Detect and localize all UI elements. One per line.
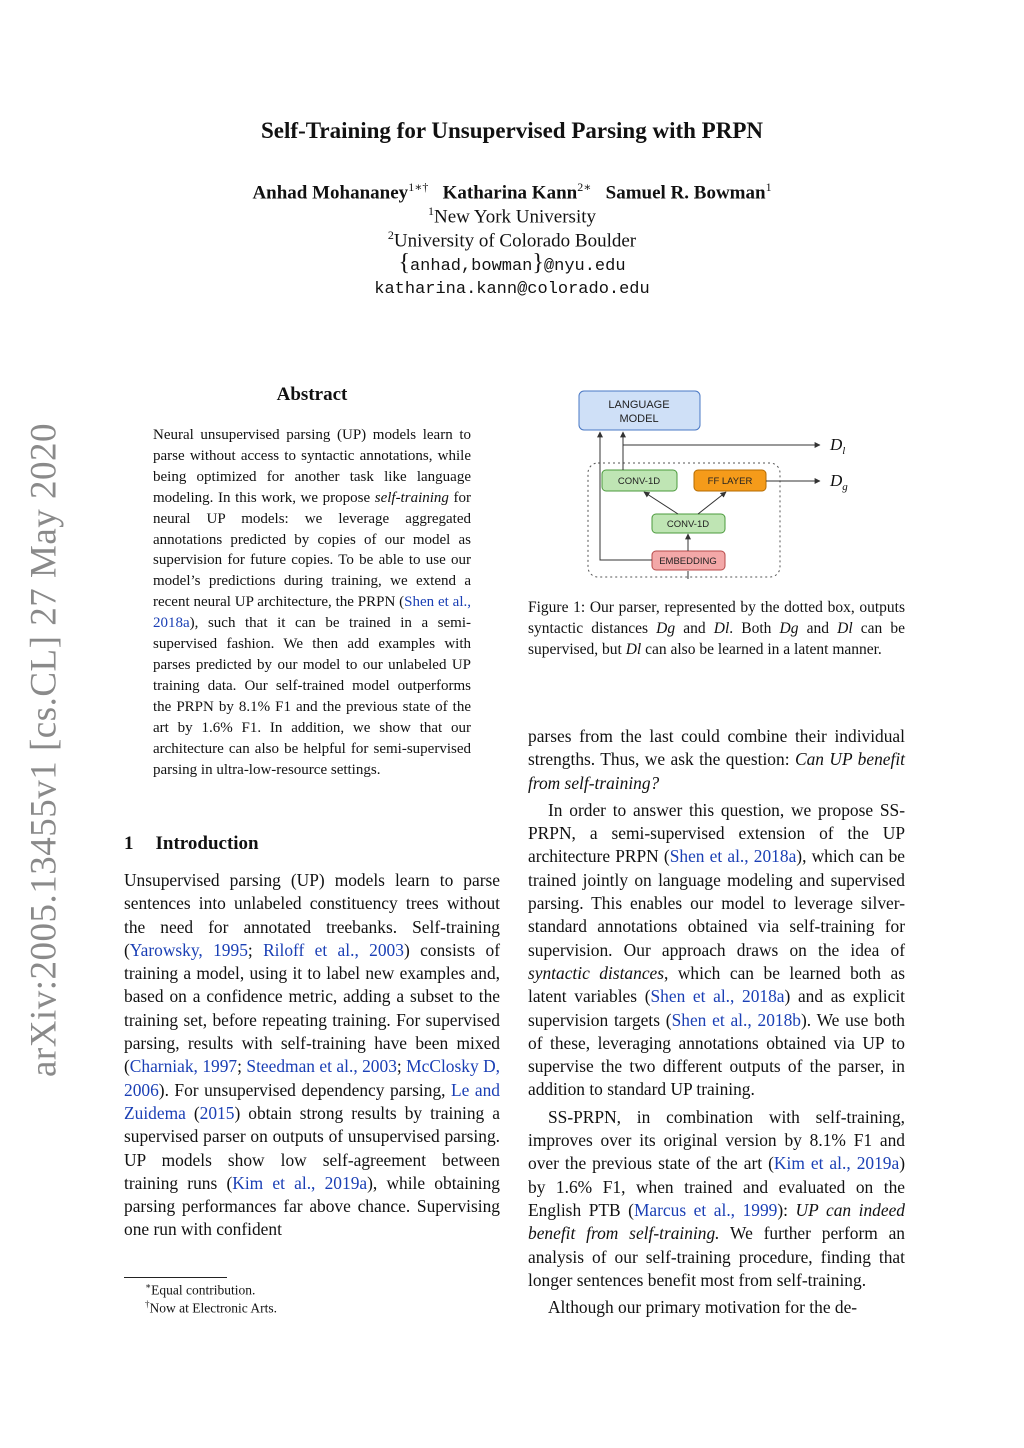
- emphasis: Can UP benefit from self-training?: [528, 749, 905, 793]
- affiliation-marker: 2: [387, 228, 394, 242]
- citation-link[interactable]: Le and Zuidema: [124, 1079, 500, 1123]
- author-name: Katharina Kann: [442, 182, 578, 204]
- brace: }: [532, 250, 544, 276]
- affiliation-marker: 1: [427, 204, 434, 218]
- citation-link[interactable]: Steedman et al., 2003: [246, 1056, 397, 1077]
- body-text: SS-PRPN, in combination with self-training, improves over its original version by 8.1% F1 and over the previous state of the art (: [528, 1106, 905, 1174]
- caption-text: can also be learned in a latent manner.: [641, 640, 882, 658]
- citation-link[interactable]: Yarowsky, 1995: [129, 939, 248, 960]
- footnote-marker: ∗: [145, 1281, 152, 1291]
- math: Dl: [713, 619, 730, 637]
- dg-label: $D_g$: [830, 471, 848, 493]
- caption-text: and: [798, 619, 838, 637]
- body-text: parses from the last could combine their individual strengths. Thus, we ask the question:: [528, 726, 905, 770]
- math: Dg: [779, 619, 799, 637]
- affiliation-nyu: [0, 204, 1024, 228]
- citation-link[interactable]: Kim et al., 2019a: [232, 1172, 368, 1193]
- paragraph: [528, 1296, 905, 1319]
- caption-text: can be supervised, but: [528, 619, 906, 658]
- affiliation-name: New York University: [433, 206, 597, 228]
- footnote-text: Now at Electronic Arts.: [149, 1300, 277, 1316]
- abstract-text: ), such that it can be trained in a semi-supervised fashion. We then add examples with parses predicted by our model to our unlabeled UP training data. Our self-trained model outperforms the PRPN by 8.1% F1 and the previous state of the art by 1.6% F1. In addition, we show that our architecture can also be helpful for semi-supervised parsing in ultra-low-resource settings.: [153, 615, 471, 778]
- body-text: We further perform an analysis of our self-training procedure, finding that longer sentences benefit most from self-training.: [528, 1223, 906, 1290]
- caption-text: . Both: [729, 619, 780, 637]
- abstract-emphasis: self-training: [374, 489, 449, 506]
- footnote-ea: [145, 1299, 277, 1317]
- body-text: ), which can be trained jointly on language modeling and supervised parsing. This enables our model to leverage silver-standard annotations obtained via self-training for supervision. Our approach draws on the idea of: [528, 846, 905, 960]
- language-model-label-2: MODEL: [619, 413, 659, 425]
- arrow: [600, 432, 652, 560]
- footnote-equal: [145, 1281, 255, 1299]
- citation-link[interactable]: Shen et al., 2018b: [671, 1009, 801, 1030]
- math: Dg: [656, 619, 676, 637]
- abstract-heading: Abstract: [276, 384, 348, 405]
- emphasis: UP can indeed benefit from self-training.: [528, 1199, 905, 1244]
- ff-layer-label: FF LAYER: [707, 476, 753, 487]
- paragraph: [528, 799, 905, 1102]
- citation-link[interactable]: Kim et al., 2019a: [773, 1153, 900, 1174]
- section-title: Introduction: [155, 833, 259, 854]
- footnote-rule: [124, 1277, 227, 1278]
- figure-diagram: [528, 386, 905, 586]
- affiliation-colorado: [0, 228, 1024, 252]
- brace: {: [398, 250, 410, 276]
- footnote-marker: †: [145, 1299, 150, 1309]
- author-marker: 2∗: [577, 180, 592, 194]
- figure-caption: [528, 598, 905, 660]
- caption-text: and: [675, 619, 714, 637]
- author-marker: 1: [765, 180, 772, 194]
- paper-title: Self-Training for Unsupervised Parsing with PRPN: [261, 118, 763, 143]
- body-text: Unsupervised parsing (UP) models learn to parse sentences into unlabeled constituency trees without the need for annotated treebanks. Self-training (: [124, 870, 500, 960]
- arxiv-stamp-text: arXiv:2005.13455v1 [cs.CL] 27 May 2020: [23, 422, 65, 1078]
- body-text: ) and as explicit supervision targets (: [528, 986, 905, 1030]
- citation-link[interactable]: Marcus et al., 1999: [633, 1199, 778, 1220]
- email-line-nyu: [0, 250, 1024, 277]
- citation-link[interactable]: Shen et al., 2018a: [153, 594, 471, 632]
- body-text: ) obtain strong results by training a supervised parser on outputs of unsupervised parsing. UP models show low self-agreement between training runs (: [124, 1102, 501, 1193]
- body-text: ) by 1.6% F1, when trained and evaluated on the English PTB (: [528, 1153, 905, 1220]
- conv1d-mid-label: CONV-1D: [666, 519, 710, 530]
- body-text: ;: [247, 939, 264, 960]
- intro-paragraph: [124, 869, 500, 1242]
- citation-link[interactable]: Shen et al., 2018a: [650, 986, 785, 1007]
- abstract-text: Neural unsupervised parsing (UP) models learn to parse without access to syntactic annotations, while being optimized for another task like language modeling. In this work, we propose: [153, 427, 471, 506]
- affiliation-name: University of Colorado Boulder: [393, 230, 637, 252]
- language-model-label-1: LANGUAGE: [608, 399, 670, 411]
- abstract-text: for neural UP models: we leverage aggregated annotations predicted by copies of our model as supervision for future copies. To be able to use our model’s predictions during training, we extend a recent neural UP architecture, the PRPN (: [153, 489, 471, 611]
- math: Dl: [625, 640, 642, 658]
- body-text: ), while obtaining parsing performances far above chance. Supervising one run with confident: [124, 1172, 500, 1240]
- abstract-body: [153, 425, 471, 780]
- section-heading: [124, 833, 259, 855]
- author-name: Anhad Mohananey: [252, 182, 409, 204]
- body-text: , which can be learned both as latent variables (: [528, 962, 905, 1007]
- math: Dl: [837, 619, 853, 637]
- body-text: ). We use both of these, leveraging annotations obtained via UP to supervise the two different outputs of the parser, in addition to standard UP training.: [528, 1009, 905, 1100]
- emphasis: syntactic distances: [528, 962, 665, 983]
- footnote-text: Equal contribution.: [151, 1282, 256, 1298]
- arrow: [644, 492, 678, 514]
- author-list: [0, 180, 1024, 204]
- body-text: ;: [237, 1056, 247, 1077]
- paragraph: [528, 1106, 905, 1292]
- email-colorado[interactable]: katharina.kann@colorado.edu: [374, 280, 650, 299]
- arxiv-stamp: [14, 422, 74, 1078]
- body-text: ). For unsupervised dependency parsing,: [158, 1079, 452, 1100]
- citation-link[interactable]: Charniak, 1997: [129, 1056, 238, 1077]
- body-text: ):: [777, 1199, 796, 1220]
- email-names[interactable]: anhad,bowman: [409, 257, 533, 276]
- email-domain[interactable]: @nyu.edu: [543, 257, 626, 276]
- author-name: Samuel R. Bowman: [605, 182, 766, 204]
- author-marker: 1∗†: [408, 180, 429, 194]
- caption-text: Figure 1: Our parser, represented by the dotted box, outputs syntactic distances: [528, 599, 905, 637]
- right-column-body: [528, 725, 905, 1323]
- body-text: ;: [396, 1056, 407, 1077]
- conv1d-top-label: CONV-1D: [617, 476, 661, 487]
- dl-label: $D_l$: [830, 435, 846, 457]
- embedding-label: EMBEDDING: [659, 556, 717, 567]
- citation-link[interactable]: Riloff et al., 2003: [263, 939, 404, 960]
- section-number: 1: [124, 833, 134, 854]
- citation-link[interactable]: McClosky D, 2006: [124, 1056, 500, 1100]
- citation-link[interactable]: 2015: [199, 1102, 235, 1123]
- body-text: In order to answer this question, we propose SS-PRPN, a semi-supervised extension of the UP architecture PRPN (: [528, 799, 905, 867]
- body-text: Although our primary motivation for the de-: [548, 1297, 858, 1318]
- paragraph: [528, 725, 905, 795]
- arrow: [698, 492, 726, 514]
- citation-link[interactable]: Shen et al., 2018a: [669, 846, 797, 867]
- body-text: (: [185, 1102, 200, 1123]
- body-text: ) consists of training a model, using it to label new examples and, based on a confidence metric, adding a subset to the training set, before repeating training. For supervised parsing, results with self-training have been mixed (: [124, 939, 500, 1077]
